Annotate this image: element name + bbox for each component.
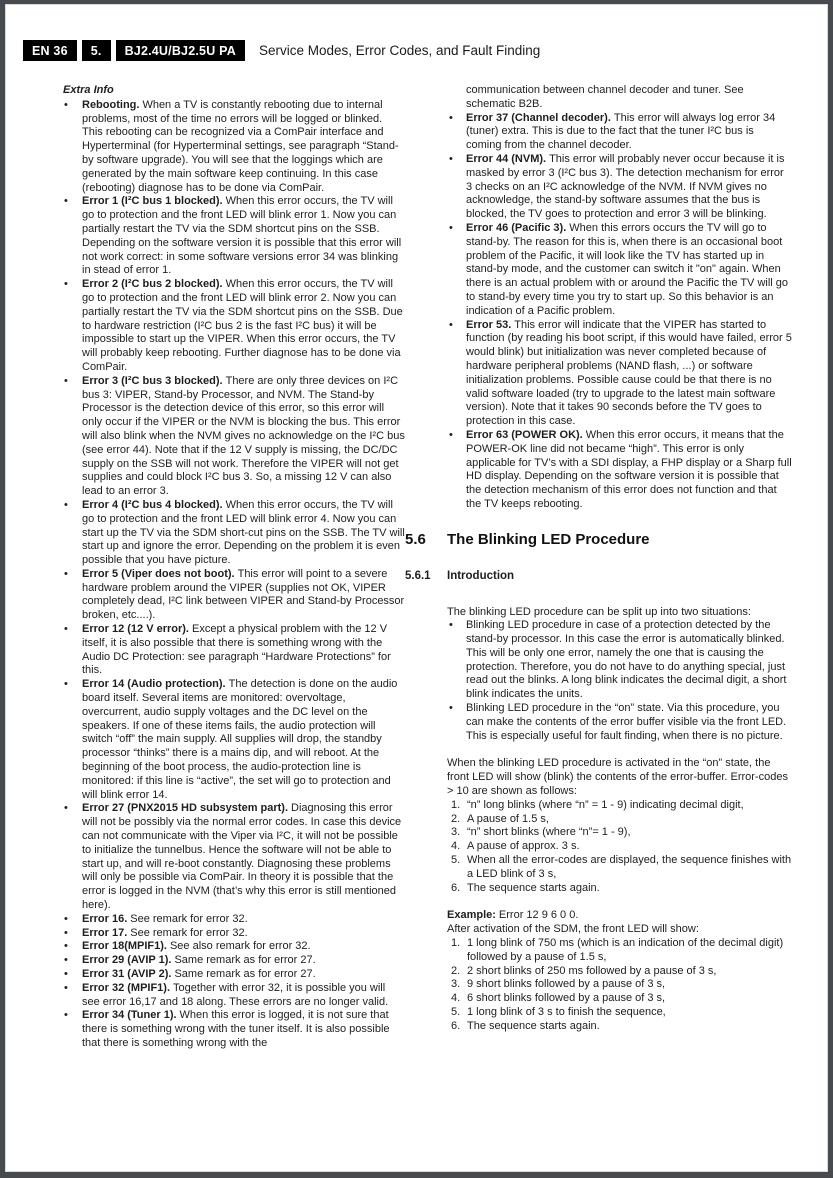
step-number: 4. xyxy=(451,992,461,1005)
list-item xyxy=(405,937,792,965)
error-name: Error 34 (Tuner 1). xyxy=(82,1009,177,1022)
step-number: 1. xyxy=(451,937,461,950)
error-name: Error 44 (NVM). xyxy=(466,152,547,165)
error-description: Together with error 32, it is possible you will see error 16,17 and 18 along. These errors are no longer valid. xyxy=(82,981,389,1008)
page-number-badge: EN 36 xyxy=(23,40,77,61)
error-description: When a TV is constantly rebooting due to internal problems, most of the time no errors will be logged or blinked. This rebooting can be recognized via a ComPair interface and Hyperterminal (for Hyperterminal settings, see paragraph “Stand-by software upgrade). You will see that the loggings which are generated by the main software keep continuing. In this case (rebooting) diagnose has to be done via ComPair. xyxy=(82,98,399,194)
step-text: A pause of approx. 3 s. xyxy=(467,840,580,853)
error-description: When this error occurs, the TV will go to protection and the front LED will blink error 1. Now you can partially restart the TV via the SDM shortcut pins on the SSB. Depending on the software version it is possible that this error will not work correct: in some software versions error 34 was blinking in stead of error 1. xyxy=(82,195,402,277)
list-item xyxy=(63,1009,405,1050)
step-text: 9 short blinks followed by a pause of 3 s, xyxy=(467,978,666,991)
error-name: Error 18(MPIF1). xyxy=(82,940,167,953)
activation-paragraph: When the blinking LED procedure is activated in the “on” state, the front LED will show (blink) the contents of the error-buffer. Error-codes > 10 are shown as follows: xyxy=(447,757,788,798)
spacer xyxy=(405,743,792,757)
spacer xyxy=(405,895,792,909)
error-name: Error 27 (PNX2015 HD subsystem part). xyxy=(82,802,289,815)
list-item xyxy=(405,619,792,702)
step-text: The sequence starts again. xyxy=(467,881,600,894)
list-item xyxy=(405,702,792,743)
step-number: 3. xyxy=(451,826,461,839)
bullet-text: Blinking LED procedure in the “on” state. Via this procedure, you can make the contents of the error buffer visible via the front LED. This is especially useful for fault finding, when there is no picture. xyxy=(466,702,787,742)
bullet-text: Blinking LED procedure in case of a protection detected by the stand-by processor. In this case the error is automatically blinked. This will be only one error, namely the one that is causing the protection. Therefore, you do not have to do anything special, just read out the blinks. A long blink indicates the decimal digit, a short blink indicates the units. xyxy=(466,619,787,701)
error-name: Error 5 (Viper does not boot). xyxy=(82,567,235,580)
step-text: The sequence starts again. xyxy=(467,1019,600,1032)
page-title: Service Modes, Error Codes, and Fault Finding xyxy=(258,43,541,58)
error-name: Error 1 (I²C bus 1 blocked). xyxy=(82,195,223,208)
example-line xyxy=(447,909,792,923)
subsection-title: Introduction xyxy=(447,569,515,582)
error-bullet-list xyxy=(405,112,792,512)
list-item xyxy=(405,799,792,813)
step-text: “n” short blinks (where “n”= 1 - 9), xyxy=(467,826,631,839)
step-number: 6. xyxy=(451,1019,461,1032)
step-number: 4. xyxy=(451,840,461,853)
intro-bullet-list xyxy=(405,619,792,743)
step-text: 1 long blink of 750 ms (which is an indication of the decimal digit) followed by a pause of 1.5 s, xyxy=(467,937,784,963)
extra-info-heading: Extra Info xyxy=(63,84,114,96)
step-number: 5. xyxy=(451,1006,461,1019)
list-item xyxy=(405,1020,792,1034)
error-name: Error 32 (MPIF1). xyxy=(82,981,171,994)
list-item xyxy=(405,882,792,896)
step-text: When all the error-codes are displayed, the sequence finishes with a LED blink of 3 s, xyxy=(467,854,792,880)
list-item xyxy=(405,978,792,992)
error-name: Rebooting. xyxy=(82,98,140,111)
section-number: 5.6 xyxy=(405,530,426,548)
step-number: 3. xyxy=(451,978,461,991)
list-item xyxy=(405,840,792,854)
example-error: Error 12 9 6 0 0. xyxy=(498,909,579,922)
error-description: When this errors occurs the TV will go to stand-by. The reason for this is, when there is an occasional boot problem of the Pacific, it will look like the TV has started up in stand-by mode, and the customer can switch it "on" again. When there is an actual problem with or around the Pacific the TV will go to stand-by every time you try to start up. So this behavior is an indication of a Pacific problem. xyxy=(466,221,789,317)
error-name: Error 3 (I²C bus 3 blocked). xyxy=(82,374,223,387)
list-item xyxy=(405,854,792,882)
right-column xyxy=(405,84,792,1034)
error-name: Error 29 (AVIP 1). xyxy=(82,954,172,967)
list-item xyxy=(63,568,405,623)
subsection-number: 5.6.1 xyxy=(405,569,431,582)
list-item xyxy=(405,826,792,840)
list-item xyxy=(405,319,792,429)
error-description: See remark for error 32. xyxy=(130,926,248,939)
error-name: Error 53. xyxy=(466,318,512,331)
step-text: 2 short blinks of 250 ms followed by a pause of 3 s, xyxy=(467,964,717,977)
error-description: The detection is done on the audio board itself. Several items are monitored: overvoltage, overcurrent, audio supply voltages and the DC level on the speakers. If one of these items fails, the audio protection will switch “off” the main supply. All supplies will drop, the standby processor “thinks” there is a mains dip, and will reboot. At the beginning of the boot process, the audio-protection line is monitored: if this line is “active”, the set will go to protection and will blink error 14. xyxy=(82,678,398,801)
error-name: Error 46 (Pacific 3). xyxy=(466,221,567,234)
chapter-badge: 5. xyxy=(82,40,111,61)
error-name: Error 31 (AVIP 2). xyxy=(82,968,172,980)
list-item xyxy=(63,968,405,982)
step-number: 2. xyxy=(451,964,461,977)
list-item xyxy=(63,954,405,968)
error-name: Error 2 (I²C bus 2 blocked). xyxy=(82,278,223,291)
blink-steps-list xyxy=(405,799,792,896)
list-item xyxy=(63,99,405,196)
list-item xyxy=(63,927,405,941)
step-number: 6. xyxy=(451,881,461,894)
intro-paragraph: The blinking LED procedure can be split up into two situations: xyxy=(447,605,751,618)
error-description: This error will indicate that the VIPER has started to function (by reading his boot script, if this would have failed, error 5 would blink) but initialization was never completed because of hardware peripheral problems (NAND flash, ...) or software initialization problems. Possible cause could be that there is no valid software loaded (try to upgrade to the latest main software version). Note that it takes 90 seconds before the TV goes to protection in this case. xyxy=(466,318,792,428)
list-item xyxy=(63,278,405,375)
list-item xyxy=(63,375,405,499)
example-intro: After activation of the SDM, the front LED will show: xyxy=(447,923,699,936)
error-description: When this error occurs, it means that the POWER-OK line did not became “high”. This error is only applicable for TV’s with a SDI display, a FHP display or a Sharp full HD display. Depending on the software version it is possible that the detection mechanism of this error does not function and that the TV keeps rebooting. xyxy=(466,428,792,510)
step-text: “n” long blinks (where “n” = 1 - 9) indicating decimal digit, xyxy=(467,798,744,811)
list-item xyxy=(405,153,792,222)
subsection-heading xyxy=(405,570,792,584)
error-description: When this error is logged, it is not sure that there is something wrong with the tuner itself. It is also possible that there is something wrong with the xyxy=(82,1009,390,1049)
list-item xyxy=(63,195,405,278)
error-description: There are only three devices on I²C bus 3: VIPER, Stand-by Processor, and NVM. The Stand-by Processor is the detection device of this error, so this error will only occur if the VIPER or the NVM is blocking the bus. This error will also blink when the NVM gives no acknowledge on the I²C bus (see error 44). Note that if the 12 V supply is missing, the DC/DC supply on the SSB will not work. Therefore the VIPER will not get supplies and could block I²C bus 3. So, a missing 12 V can also lead to an error 3. xyxy=(82,374,405,498)
continuation-paragraph: communication between channel decoder and tuner. See schematic B2B. xyxy=(466,84,744,110)
error-description: See also remark for error 32. xyxy=(169,940,311,953)
list-item xyxy=(63,913,405,927)
error-name: Error 4 (I²C bus 4 blocked). xyxy=(82,498,223,511)
model-badge: BJ2.4U/BJ2.5U PA xyxy=(116,40,245,61)
section-title: The Blinking LED Procedure xyxy=(447,530,650,548)
error-description: When this error occurs, the TV will go to protection and the front LED will blink error 2. Now you can partially restart the TV via the SDM shortcut pins on the SSB. Due to hardware restriction (I²C bus 2 is the fast I²C bus) it will be impossible to start up the VIPER. When this error occurs, the TV will probably keep rebooting. Further diagnose has to be done via ComPair. xyxy=(82,278,403,373)
list-item xyxy=(63,678,405,802)
error-description: This error will probably never occur because it is masked by error 3 (I²C bus 3). The detection mechanism for error 3 checks on an I²C acknowledge of the NVM. If NVM gives no acknowledge, the stand-by software assumes that the bus is blocked, the TV goes to protection and error 3 will be blinking. xyxy=(466,152,785,221)
step-number: 5. xyxy=(451,854,461,867)
list-item xyxy=(405,965,792,979)
step-text: 6 short blinks followed by a pause of 3 s, xyxy=(467,992,666,1005)
error-description: Except a physical problem with the 12 V itself, it is also possible that there is something wrong with the Audio DC Protection: see paragraph “Hardware Protections” for this. xyxy=(82,623,391,677)
error-name: Error 17. xyxy=(82,926,128,939)
error-description: Diagnosing this error will not be possibly via the normal error codes. In case this device can not communicate with the Viper via I²C, it will not be possible to initialize the tunnelbus. Hence the software will not be able to start up, and will re-boot constantly. Diagnosing these problems will only be possible via ComPair. In theory it is possible that the error is logged in the NVM (that’s why this error is still mentioned here). xyxy=(82,802,402,912)
error-description: Same remark as for error 27. xyxy=(174,968,316,980)
error-name: Error 12 (12 V error). xyxy=(82,623,189,636)
error-name: Error 63 (POWER OK). xyxy=(466,428,583,441)
list-item xyxy=(405,429,792,512)
example-label: Example: xyxy=(447,909,496,922)
list-item xyxy=(405,992,792,1006)
list-item xyxy=(63,802,405,912)
error-name: Error 37 (Channel decoder). xyxy=(466,111,611,124)
error-bullet-list xyxy=(63,99,405,1051)
list-item xyxy=(405,112,792,153)
step-text: A pause of 1.5 s, xyxy=(467,812,549,825)
step-number: 2. xyxy=(451,812,461,825)
example-steps-list xyxy=(405,937,792,1034)
list-item xyxy=(63,982,405,1010)
error-name: Error 16. xyxy=(82,912,128,925)
error-description: See remark for error 32. xyxy=(130,912,248,925)
list-item xyxy=(405,222,792,319)
error-name: Error 14 (Audio protection). xyxy=(82,678,226,691)
list-item xyxy=(63,940,405,954)
section-heading xyxy=(405,531,792,549)
step-text: 1 long blink of 3 s to finish the sequence, xyxy=(467,1006,666,1019)
page-header xyxy=(23,40,540,61)
error-description: This error will always log error 34 (tuner) extra. This is due to the fact that the tuner I²C bus is coming from the channel decoder. xyxy=(466,111,776,152)
list-item xyxy=(63,499,405,568)
list-item xyxy=(405,813,792,827)
error-description: This error will point to a severe hardware problem around the VIPER (supplies not OK, VIPER completely dead, I²C link between VIPER and Stand-by Processor broken, etc....). xyxy=(82,567,405,622)
list-item xyxy=(63,623,405,678)
error-description: When this error occurs, the TV will go to protection and the front LED will blink error 4. Now you can start up the TV via the SDM short-cut pins on the SSB. The TV will start up and ignore the error. Depending on the problem it is even possible that you have picture. xyxy=(82,498,405,567)
list-item xyxy=(405,1006,792,1020)
step-number: 1. xyxy=(451,798,461,811)
error-description: Same remark as for error 27. xyxy=(174,954,316,967)
left-column xyxy=(63,84,405,1051)
